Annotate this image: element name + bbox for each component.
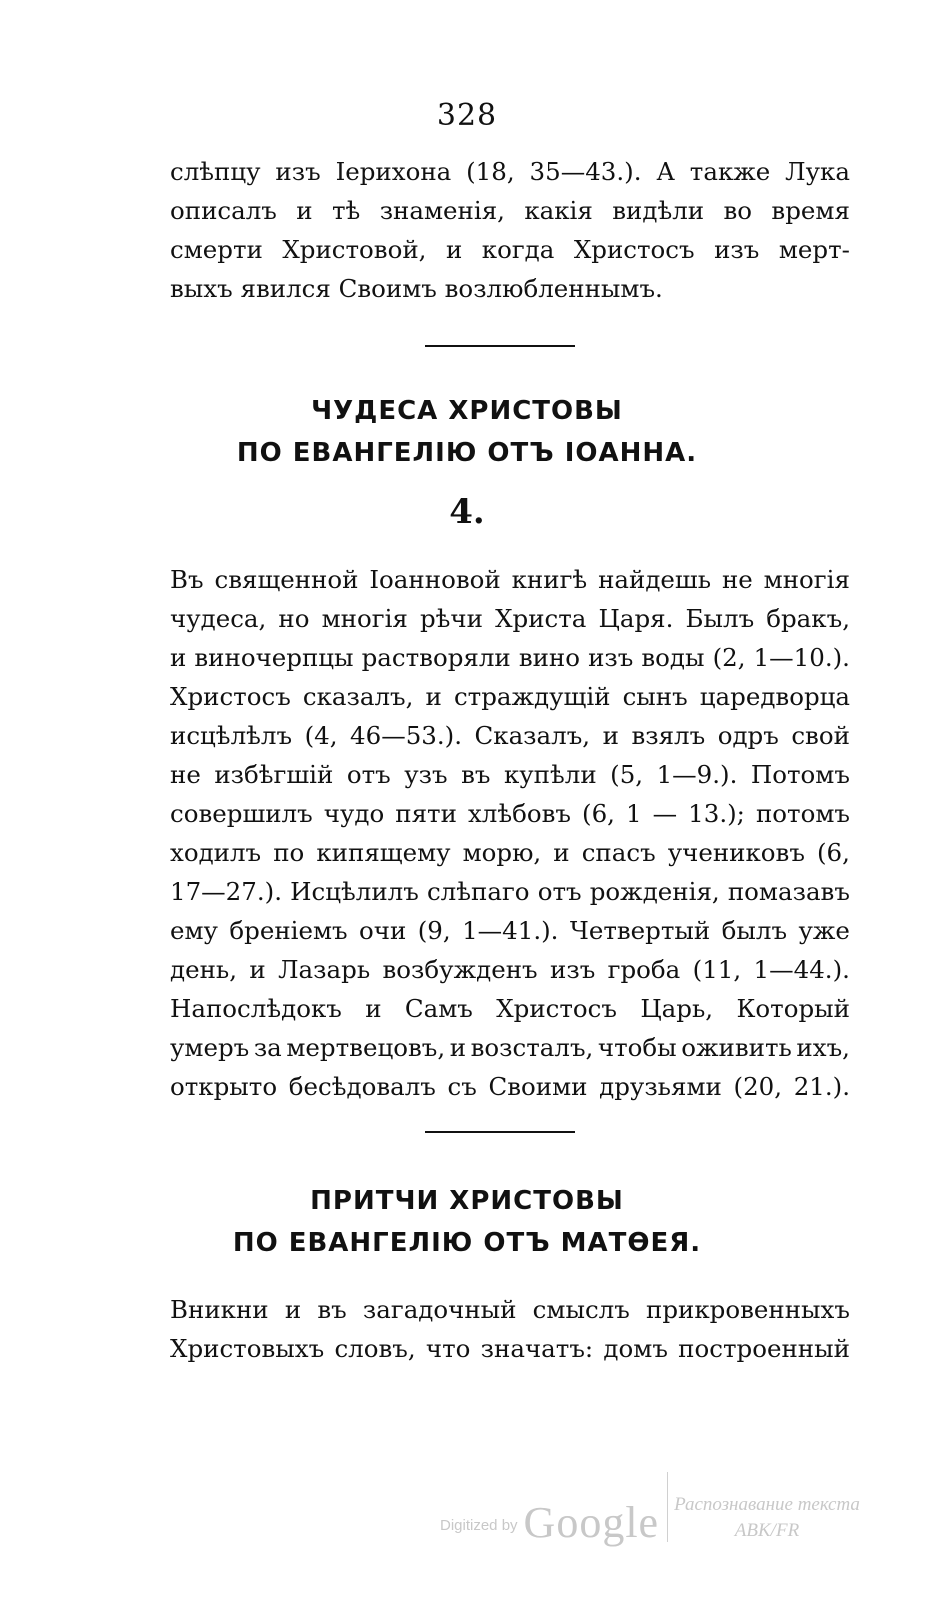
text-line [170, 950, 850, 989]
word: какія [524, 196, 593, 225]
digitized-label: Digitized by [440, 1517, 518, 1534]
word: Самъ [404, 994, 473, 1023]
word: за [253, 1033, 282, 1062]
word: былъ [721, 916, 788, 945]
word: чтобы [597, 1033, 677, 1062]
word: и [296, 196, 313, 225]
section1-heading-line1: ЧУДЕСА ХРИСТОВЫ [311, 396, 623, 426]
section-divider [425, 345, 575, 347]
word: изъ [550, 955, 596, 984]
word: рѣчи [419, 604, 483, 633]
word: 1—41.). [462, 916, 559, 945]
section2-heading-line1: ПРИТЧИ ХРИСТОВЫ [310, 1186, 624, 1216]
word: 13.); [688, 799, 745, 828]
word: что [425, 1334, 471, 1363]
word: ему [170, 916, 218, 945]
word: смерти [170, 235, 263, 264]
word: свой [791, 721, 850, 750]
word: учениковъ [667, 838, 805, 867]
word: мертвецовъ, [286, 1033, 446, 1062]
word: тѣ [331, 196, 361, 225]
word: Напослѣдокъ [170, 994, 342, 1023]
word: избѣгшій [214, 760, 334, 789]
word: и [365, 994, 382, 1023]
text-line [170, 911, 850, 950]
word: не [721, 565, 753, 594]
word: (9, [417, 916, 451, 945]
word: 1—10.). [753, 643, 850, 672]
word: изъ [275, 157, 321, 186]
text-line [170, 599, 850, 638]
word: узъ [404, 760, 448, 789]
word: возсталъ, [470, 1033, 594, 1062]
word: священной [214, 565, 359, 594]
word: изъ [588, 643, 634, 672]
text-line [170, 794, 850, 833]
word: Христосъ [573, 235, 695, 264]
text-line [170, 755, 850, 794]
text-line [170, 1290, 850, 1329]
text-line [170, 716, 850, 755]
word: и [445, 235, 463, 264]
word: очи [359, 916, 407, 945]
word: описалъ [170, 196, 277, 225]
page-number: 328 [436, 98, 498, 133]
word: также [689, 157, 771, 186]
word: бракъ, [766, 604, 850, 633]
text-line [170, 677, 850, 716]
word: купѣли [503, 760, 597, 789]
word: Іоанновой [369, 565, 501, 594]
word: А [656, 157, 675, 186]
word: знаменія, [379, 196, 505, 225]
text-line [170, 989, 850, 1028]
word: Христовой, [282, 235, 427, 264]
word: день, [170, 955, 238, 984]
section2-paragraph [170, 1290, 850, 1368]
word: взялъ [631, 721, 706, 750]
word: вино [518, 643, 581, 672]
word: совершилъ [170, 799, 313, 828]
word: смыслъ [532, 1295, 630, 1324]
word: чудеса, [170, 604, 267, 633]
word: Четвертый [569, 916, 711, 945]
word: потомъ [755, 799, 850, 828]
word: гроба [607, 955, 681, 984]
word: мерт- [778, 235, 850, 264]
word: сынъ [622, 682, 688, 711]
word: Исцѣлилъ [290, 877, 419, 906]
word: 1—9.). [656, 760, 738, 789]
word: 1—44.). [753, 955, 850, 984]
word: виночерпцы [194, 643, 354, 672]
text-line [170, 872, 850, 911]
word: сказалъ, [302, 682, 414, 711]
text-line [170, 833, 850, 872]
text-line [170, 638, 850, 677]
word: оживить [681, 1033, 792, 1062]
word: 35—43.). [529, 157, 642, 186]
word: уже [798, 916, 850, 945]
word: Вникни [170, 1295, 269, 1324]
text-line [170, 1329, 850, 1368]
word: (11, [692, 955, 742, 984]
word: пяти [395, 799, 457, 828]
word: 21.). [793, 1072, 850, 1101]
word: воды [641, 643, 705, 672]
section1-paragraph [170, 560, 850, 1106]
word: отъ [537, 877, 582, 906]
word: Іерихона [335, 157, 452, 186]
word: царедворца [699, 682, 850, 711]
word: рожденія, [589, 877, 720, 906]
word: (5, [610, 760, 644, 789]
word: Христовыхъ [170, 1334, 325, 1363]
ocr-credit [674, 1492, 860, 1548]
word: 17—27.). [170, 877, 282, 906]
word: исцѣлѣлъ [170, 721, 293, 750]
ocr-credit-line2: ABK/FR [734, 1520, 800, 1541]
section-divider [425, 1131, 575, 1133]
word: ихъ, [796, 1033, 850, 1062]
watermark-divider [667, 1472, 668, 1542]
word: но [278, 604, 310, 633]
section1-heading [0, 390, 934, 474]
word: Лука [785, 157, 850, 186]
word: слѣпаго [426, 877, 530, 906]
word: ходилъ [170, 838, 262, 867]
word: когда [481, 235, 555, 264]
word: (6, [582, 799, 615, 828]
word: 1 [625, 799, 642, 828]
word: Лазарь [278, 955, 371, 984]
word: одръ [717, 721, 779, 750]
word: отъ [346, 760, 391, 789]
word: бесѣдовалъ [288, 1072, 436, 1101]
word: помазавъ [727, 877, 850, 906]
word: и [284, 1295, 302, 1324]
word: Который [736, 994, 850, 1023]
word: видѣли [612, 196, 705, 225]
word: Потомъ [750, 760, 850, 789]
word: многія [321, 604, 408, 633]
word: бреніемъ [229, 916, 348, 945]
word: въ [317, 1295, 347, 1324]
word: построенный [678, 1334, 850, 1363]
word: Былъ [685, 604, 755, 633]
text-line: выхъ явился Своимъ возлюбленнымъ. [170, 274, 663, 303]
text-line [170, 560, 850, 599]
word: время [771, 196, 850, 225]
word: и [553, 838, 570, 867]
word: и [602, 721, 619, 750]
text-line [170, 230, 850, 269]
word: страждущій [453, 682, 611, 711]
word: многія [763, 565, 850, 594]
word: слѣпцу [170, 157, 261, 186]
word: хлѣбовъ [467, 799, 571, 828]
word: Царь, [640, 994, 714, 1023]
word: открыто [170, 1072, 278, 1101]
word: умеръ [170, 1033, 250, 1062]
text-line [170, 152, 850, 191]
section1-heading-line2: ПО ЕВАНГЕЛІЮ ОТЪ ІОАННА. [236, 438, 698, 468]
word: морю, [462, 838, 542, 867]
word: прикровенныхъ [646, 1295, 850, 1324]
word: и [249, 955, 266, 984]
word: Христосъ [170, 682, 291, 711]
word: Царя. [598, 604, 674, 633]
section2-heading-line2: ПО ЕВАНГЕЛІЮ ОТЪ МАТѲЕЯ. [232, 1228, 702, 1258]
word: во [723, 196, 753, 225]
word: (6, [817, 838, 850, 867]
word: и [170, 643, 187, 672]
word: не [170, 760, 201, 789]
google-logo: Google [523, 1498, 660, 1547]
text-line [170, 191, 850, 230]
word: друзьями [599, 1072, 722, 1101]
word: загадочный [362, 1295, 517, 1324]
word: и [449, 1033, 467, 1062]
word: словъ, [334, 1334, 416, 1363]
word: изъ [714, 235, 760, 264]
word: 46—53.). [350, 721, 463, 750]
word: — [652, 799, 678, 828]
word: (18, [466, 157, 515, 186]
word: (4, [304, 721, 338, 750]
intro-paragraph [170, 152, 850, 308]
word: (2, [712, 643, 746, 672]
word: значатъ: [480, 1334, 594, 1363]
ocr-credit-line1: Распознавание текста [674, 1494, 860, 1515]
word: домъ [603, 1334, 668, 1363]
word: книгѣ [511, 565, 588, 594]
word: растворяли [361, 643, 511, 672]
section1-number: 4. [449, 492, 485, 532]
word: Сказалъ, [474, 721, 591, 750]
section2-heading [0, 1180, 934, 1264]
word: въ [461, 760, 491, 789]
word: Христа [495, 604, 587, 633]
text-line [170, 1028, 850, 1067]
word: Въ [170, 565, 204, 594]
word: и [425, 682, 442, 711]
word: Христосъ [496, 994, 617, 1023]
word: возбужденъ [382, 955, 538, 984]
text-line [170, 1067, 850, 1106]
word: кипящему [316, 838, 451, 867]
word: по [273, 838, 305, 867]
word: найдешь [598, 565, 712, 594]
word: чудо [323, 799, 385, 828]
word: спасъ [581, 838, 656, 867]
word: Своими [488, 1072, 588, 1101]
word: (20, [733, 1072, 783, 1101]
word: съ [447, 1072, 477, 1101]
digitization-watermark [440, 1468, 860, 1548]
